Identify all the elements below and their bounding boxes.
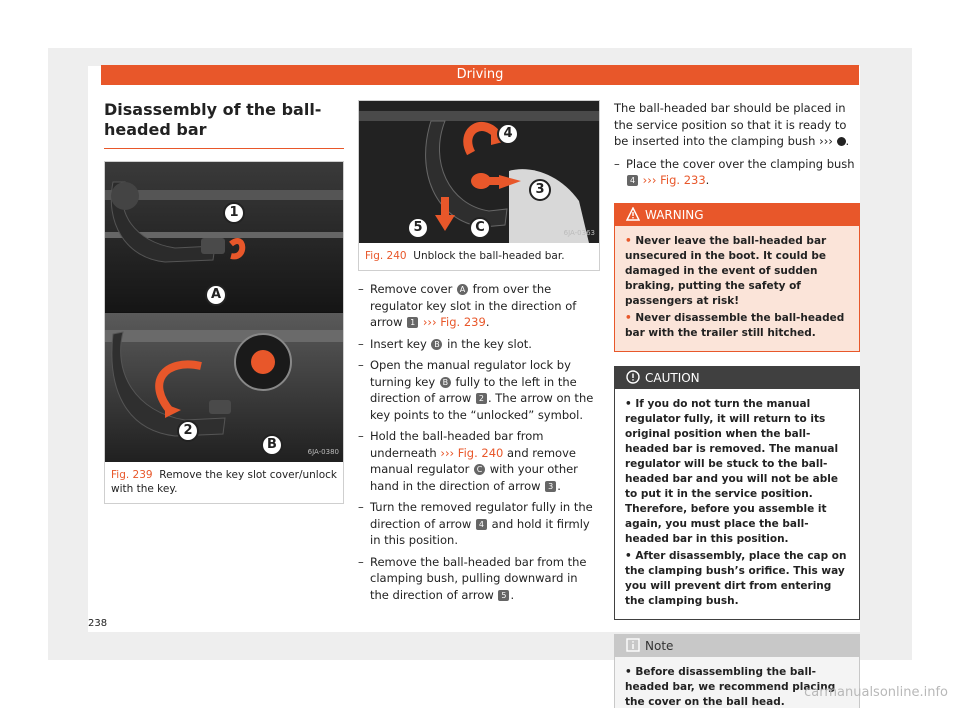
left-column xyxy=(104,100,344,504)
warning-item xyxy=(625,311,849,341)
step-3-text-c: . The arrow on the key points to the “unlocked” symbol. xyxy=(370,391,594,422)
intro-end: . xyxy=(845,134,850,148)
figure-240-caption xyxy=(359,243,599,270)
caution-item xyxy=(625,397,849,547)
warning-item-text: Never leave the ball-headed bar unsecured in the boot. It could be damaged in the event of sudden braking, putting the safety of passengers at risk! xyxy=(625,234,827,307)
figure-240-code: 6JA-0363 xyxy=(563,228,595,237)
step-cover-end: . xyxy=(705,173,710,187)
figure-240-image xyxy=(359,101,599,243)
figure-239-code: 6JA-0380 xyxy=(307,447,339,456)
caution-header xyxy=(615,367,859,389)
right-column xyxy=(614,100,860,708)
tag-4: 4 xyxy=(627,175,638,186)
callout-5: 5 xyxy=(407,217,429,239)
figure-239 xyxy=(104,161,344,504)
note-body xyxy=(615,657,859,708)
tag-2: 2 xyxy=(476,393,487,404)
fig-233-link[interactable]: ››› Fig. 233 xyxy=(642,173,706,187)
callout-3: 3 xyxy=(529,179,551,201)
figure-239-label: Fig. 239 xyxy=(111,469,153,481)
warning-body xyxy=(615,226,859,351)
caution-body xyxy=(615,389,859,619)
step-1-text: Remove cover xyxy=(370,282,453,296)
step-5-text-b: and hold it firmly in this position. xyxy=(370,516,590,547)
callout-A: A xyxy=(205,284,227,306)
step-cover-text: Place the cover over the clamping bush xyxy=(626,156,855,171)
step-1-end: . xyxy=(485,315,490,329)
callout-4: 4 xyxy=(497,123,519,145)
note-header xyxy=(615,635,859,657)
step-cover xyxy=(614,156,860,189)
step-2-text-b: in the key slot. xyxy=(447,336,532,351)
fig-239-link[interactable]: ››› Fig. 239 xyxy=(422,315,486,329)
bullet: • xyxy=(625,397,632,410)
bullet: • xyxy=(625,665,632,678)
tag-A: A xyxy=(457,284,468,295)
tag-1: 1 xyxy=(407,317,418,328)
step-4-text-b: and remove manual regulator xyxy=(370,445,576,476)
middle-column xyxy=(358,100,600,608)
tag-B: B xyxy=(431,339,442,350)
callout-2: 2 xyxy=(177,420,199,442)
figure-239-caption-text: Remove the key slot cover/unlock with the key. xyxy=(111,469,337,495)
bullet: • xyxy=(625,234,632,247)
step-3 xyxy=(358,357,600,423)
warning-header xyxy=(615,204,859,226)
figure-240-caption-text: Unblock the ball-headed bar. xyxy=(413,250,565,262)
warning-item-text: Never disassemble the ball-headed bar with the trailer still hitched. xyxy=(625,311,845,339)
step-3-text: Open the manual regulator lock by turning key xyxy=(370,358,571,389)
note-item-text: Before disassembling the ball-headed bar, we recommend placing the cover on the ball head. xyxy=(625,665,836,708)
warning-item xyxy=(625,234,849,309)
step-4 xyxy=(358,428,600,494)
figure-240 xyxy=(358,100,600,271)
callout-C: C xyxy=(469,217,491,239)
step-6 xyxy=(358,554,600,604)
page-number: 238 xyxy=(88,618,108,629)
section-title: Disassembly of the ball-headed bar xyxy=(104,100,344,149)
note-title: Note xyxy=(645,638,674,653)
step-4-text: Hold the ball-headed bar from underneath xyxy=(370,429,544,460)
step-1-text-b: from over the regulator key slot in the direction of arrow xyxy=(370,282,577,329)
warning-link[interactable]: ››› xyxy=(819,134,833,148)
warning-box xyxy=(614,203,860,352)
step-5-text: Turn the removed regulator fully in the direction of arrow xyxy=(370,500,593,531)
step-4-end: . xyxy=(557,478,561,493)
chapter-header: Driving xyxy=(101,65,859,85)
step-3-text-b: fully to the left in the direction of arrow xyxy=(370,374,577,405)
caution-title: CAUTION xyxy=(645,370,700,385)
tag-5: 5 xyxy=(498,590,509,601)
bullet: • xyxy=(625,311,632,324)
bullet: • xyxy=(625,549,632,562)
caution-item xyxy=(625,549,849,609)
step-2 xyxy=(358,336,600,353)
step-6-end: . xyxy=(510,587,515,602)
procedure-steps xyxy=(358,281,600,603)
warning-title: WARNING xyxy=(645,207,704,222)
callout-1: 1 xyxy=(223,202,245,224)
info-square-icon xyxy=(626,638,640,652)
tag-3: 3 xyxy=(545,481,556,492)
tag-B: B xyxy=(440,377,451,388)
tag-4: 4 xyxy=(476,519,487,530)
step-4-text-c: with your other hand in the direction of arrow xyxy=(370,462,578,493)
figure-240-label: Fig. 240 xyxy=(365,250,407,262)
callout-B: B xyxy=(261,434,283,456)
caution-item-text: If you do not turn the manual regulator fully, it will return to its original position when the ball-headed bar is removed. The manual regulator will be stuck to the ball-headed bar and you will not be able to put it in the service position. Therefore, before you assemble it again, you must place the ball-headed bar in this position. xyxy=(625,397,839,545)
service-position-intro xyxy=(614,100,860,150)
info-icon xyxy=(837,137,846,146)
intro-text: The ball-headed bar should be placed in the service position so that it is ready to be inserted into the clamping bush xyxy=(614,101,847,148)
caution-item-text: After disassembly, place the cap on the clamping bush’s orifice. This way you will prevent dirt from entering the clamping bush. xyxy=(625,549,847,607)
tag-C: C xyxy=(474,464,485,475)
fig-240-link[interactable]: ››› Fig. 240 xyxy=(440,445,504,460)
cover-steps xyxy=(614,156,860,189)
step-1 xyxy=(358,281,600,331)
step-5 xyxy=(358,499,600,549)
figure-239-image xyxy=(105,162,343,462)
step-6-text: Remove the ball-headed bar from the clamping bush, pulling downward in the direction of arrow xyxy=(370,554,587,602)
warning-triangle-icon xyxy=(626,207,640,221)
step-2-text: Insert key xyxy=(370,336,427,351)
figure-239-caption xyxy=(105,462,343,503)
caution-circle-icon xyxy=(626,370,640,384)
watermark: carmanualsonline.info xyxy=(804,685,948,700)
caution-box xyxy=(614,366,860,620)
